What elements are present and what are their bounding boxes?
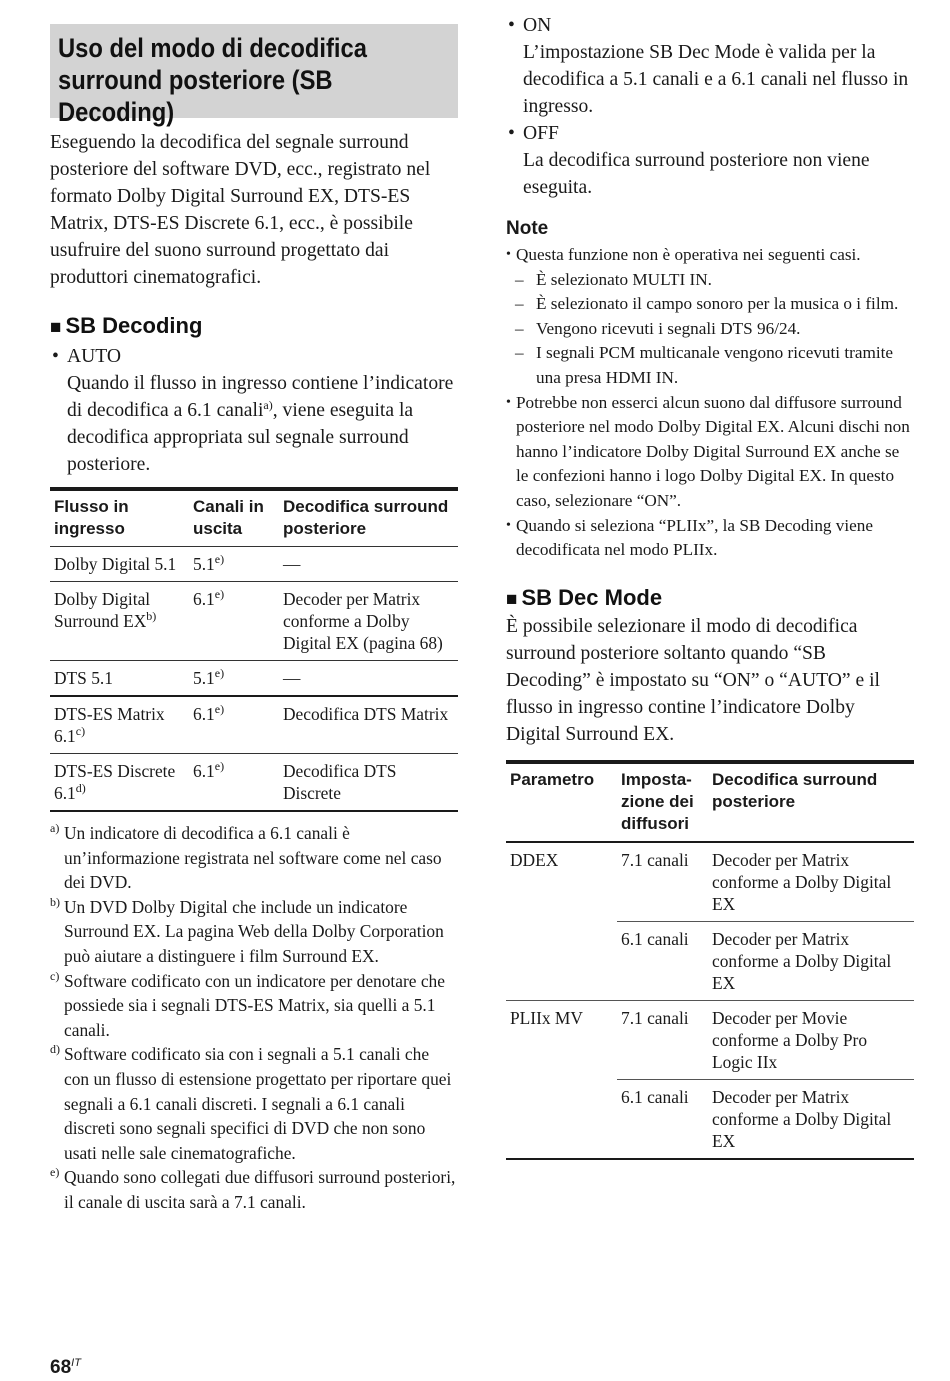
auto-text-a: Quando il flusso in ingresso contiene l’indicatore di decodifica a 6.1 canali <box>67 373 454 421</box>
right-column <box>506 12 914 1160</box>
sb-dec-mode-table <box>506 760 914 1160</box>
footnote-mark: d) <box>50 1042 60 1057</box>
page-number-suffix: IT <box>71 1357 81 1369</box>
note-title: Note <box>506 218 549 239</box>
square-bullet-icon: ■ <box>50 317 62 338</box>
table-cell: 7.1 canali <box>621 849 689 870</box>
footnote-text: Software codificato sia con i segnali a 5.1 canali che con un flusso di estensione progettato per riportare quei segnali a 6.1 canali discreti. I segnali a 6.1 canali discreti sono segnali specifici di DVD che non sono usati nelle sale cinematografiche. <box>64 1044 452 1163</box>
sb-dec-mode-heading <box>506 585 914 613</box>
note-subitem <box>506 317 914 342</box>
table-cell <box>50 696 189 754</box>
table-cell <box>50 582 189 661</box>
table-row <box>506 921 914 1000</box>
note-subitem <box>506 268 914 293</box>
note-subitem-text: I segnali PCM multicanale vengono ricevuti tramite una presa HDMI IN. <box>536 343 894 387</box>
intro-paragraph: Eseguendo la decodifica del segnale surround posteriore del software DVD, ecc., registrato nel formato Dolby Digital Surround EX, DTS-ES Matrix, DTS-ES Discrete 6.1, ecc., è possibile usufruire del suono surround progettato dai produttori cinematografici. <box>50 132 431 288</box>
page-number-text: 68 <box>50 1357 72 1378</box>
page-number <box>50 1352 81 1379</box>
footnote-text: Un indicatore di decodifica a 6.1 canali è un’informazione registrata nel software come nel caso dei DVD. <box>64 823 442 893</box>
table-row <box>50 582 458 661</box>
footnotes <box>50 821 458 1215</box>
table-cell: 6.1 canali <box>617 921 708 1000</box>
auto-option <box>50 343 458 370</box>
table-cell: 7.1 canali <box>617 1000 708 1079</box>
table-cell: Decodifica DTS Discrete <box>279 754 458 812</box>
footnote <box>50 969 458 1043</box>
footnote-ref: e) <box>214 666 225 680</box>
table-row <box>506 1000 914 1079</box>
dash-icon: – <box>515 294 524 314</box>
table-row <box>50 754 458 812</box>
note-item <box>506 391 914 514</box>
table-header-cell: Flusso in ingresso <box>50 489 189 547</box>
table-cell: Decoder per Matrix conforme a Dolby Digital EX (pagina 68) <box>279 582 458 661</box>
table-header-cell: Decodifica surround posteriore <box>279 489 458 547</box>
table-cell: DDEX <box>510 849 559 870</box>
table-cell <box>189 754 279 812</box>
table-cell: Decoder per Matrix conforme a Dolby Digital EX <box>708 921 914 1000</box>
sb-dec-mode-paragraph: È possibile selezionare il modo di decodifica surround posteriore soltanto quando “SB Decoding” è impostato su “ON” o “AUTO” e il flusso in ingresso contine l’indicatore Dolby Digital Surround EX. <box>506 615 880 745</box>
footnote-ref: b) <box>146 609 157 623</box>
cell-text: DTS-ES Discrete 6.1 <box>54 761 176 803</box>
footnote-text: Software codificato con un indicatore per denotare che possiede sia i segnali DTS-ES Matrix, sia quelli a 5.1 canali. <box>64 970 445 1040</box>
table-cell: Decoder per Movie conforme a Dolby Pro Logic IIx <box>708 1000 914 1079</box>
footnote-ref: e) <box>214 759 225 773</box>
table-row <box>506 842 914 922</box>
table-cell: — <box>279 547 458 582</box>
table-cell <box>189 547 279 582</box>
footnote-ref: e) <box>214 702 225 716</box>
table-row <box>50 547 458 582</box>
off-label: OFF <box>523 123 559 144</box>
table-cell <box>189 696 279 754</box>
table-cell <box>506 921 617 1000</box>
table-cell <box>50 754 189 812</box>
bullet-icon: • <box>506 517 511 533</box>
sb-decoding-heading-text: SB Decoding <box>65 313 203 338</box>
table-cell: 6.1 canali <box>617 1079 708 1159</box>
on-label: ON <box>523 15 552 36</box>
bullet-icon: • <box>52 346 59 367</box>
table-cell: Decoder per Matrix conforme a Dolby Digital EX <box>712 849 892 914</box>
note-subitem-text: Vengono ricevuti i segnali DTS 96/24. <box>536 318 801 338</box>
cell-text: 5.1 <box>193 668 215 688</box>
table-row <box>50 661 458 697</box>
table-header-row <box>506 762 914 842</box>
bullet-icon: • <box>508 123 515 144</box>
sb-dec-mode-heading-text: SB Dec Mode <box>521 584 663 610</box>
cell-text: DTS 5.1 <box>54 668 113 688</box>
note-text: Potrebbe non esserci alcun suono dal diffusore surround posteriore nel modo Dolby Digital EX. Alcuni dischi non hanno l’indicatore Dolby Digital Surround EX anche se le confezioni hanno i logo Dolby Digital EX. In questo caso, selezionare “ON”. <box>516 392 910 510</box>
footnote-mark: c) <box>50 968 60 983</box>
bullet-icon: • <box>506 247 511 262</box>
table-row <box>506 1079 914 1159</box>
sb-decoding-heading <box>50 313 458 341</box>
table-header-cell: Canali in uscita <box>189 489 279 547</box>
dash-icon: – <box>515 269 524 289</box>
table-header-cell: Decodifica surround posteriore <box>708 762 914 842</box>
footnote-mark: b) <box>50 894 60 909</box>
auto-text-b: , viene eseguita la decodifica appropriata sul segnale surround posteriore. <box>67 400 414 475</box>
footnote-ref: e) <box>214 552 225 566</box>
section-title: Uso del modo di decodifica surround posteriore (SB Decoding) <box>58 33 367 127</box>
table-row <box>50 696 458 754</box>
table-cell: Decoder per Matrix conforme a Dolby Digital EX <box>708 1079 914 1159</box>
sb-decoding-table <box>50 487 458 812</box>
cell-text: 5.1 <box>193 554 215 574</box>
square-bullet-icon: ■ <box>506 588 518 610</box>
table-cell <box>506 1079 617 1159</box>
cell-text: 6.1 <box>193 704 215 724</box>
auto-description <box>50 370 458 478</box>
table-cell: Decodifica DTS Matrix <box>279 696 458 754</box>
table-cell <box>50 661 189 697</box>
on-description: L’impostazione SB Dec Mode è valida per la decodifica a 5.1 canali e a 6.1 canali nel flusso in ingresso. <box>523 42 909 117</box>
cell-text: DTS-ES Matrix 6.1 <box>54 704 165 746</box>
note-subitem <box>506 292 914 317</box>
on-option <box>506 12 914 39</box>
footnote <box>50 895 458 969</box>
dash-icon: – <box>515 318 524 338</box>
footnote <box>50 821 458 895</box>
footnote-ref: d) <box>75 781 86 795</box>
left-column <box>50 24 458 1215</box>
footnote-text: Quando sono collegati due diffusori surround posteriori, il canale di uscita sarà a 7.1 canali. <box>64 1167 456 1212</box>
table-cell <box>189 661 279 697</box>
footnote-mark: e) <box>50 1165 60 1180</box>
bullet-icon: • <box>508 15 515 36</box>
note-subitem <box>506 341 914 390</box>
table-cell: PLIIx MV <box>506 1000 617 1079</box>
bullet-icon: • <box>506 394 511 410</box>
cell-text: Dolby Digital Surround EX <box>54 589 151 631</box>
footnote <box>50 1165 458 1214</box>
table-header-cell: Imposta-zione dei diffusori <box>617 762 708 842</box>
dash-icon: – <box>515 343 524 363</box>
cell-text: 6.1 <box>193 761 215 781</box>
auto-label: AUTO <box>67 346 122 367</box>
section-title-box <box>50 24 458 127</box>
table-header-cell: Parametro <box>506 762 617 842</box>
note-subitem-text: È selezionato il campo sonoro per la musica o i film. <box>536 294 899 314</box>
footnote-ref: c) <box>75 724 86 738</box>
table-cell <box>189 582 279 661</box>
off-description: La decodifica surround posteriore non viene eseguita. <box>523 150 870 198</box>
footnote-ref: a) <box>263 398 273 412</box>
table-header-row <box>50 489 458 547</box>
table-cell <box>50 547 189 582</box>
footnote <box>50 1042 458 1165</box>
note-subitem-text: È selezionato MULTI IN. <box>536 269 712 289</box>
note-text: Quando si seleziona “PLIIx”, la SB Decoding viene decodificata nel modo PLIIx. <box>516 515 874 560</box>
footnote-mark: a) <box>50 821 60 835</box>
note-text: Questa funzione non è operativa nei seguenti casi. <box>516 245 861 264</box>
cell-text: Dolby Digital 5.1 <box>54 554 177 574</box>
note-item <box>506 243 914 268</box>
table-cell: — <box>279 661 458 697</box>
cell-text: 6.1 <box>193 589 215 609</box>
note-item <box>506 514 914 563</box>
off-option <box>506 120 914 147</box>
footnote-text: Un DVD Dolby Digital che include un indicatore Surround EX. La pagina Web della Dolby Corporation può aiutare a distinguere i film Surround EX. <box>64 896 444 966</box>
footnote-ref: e) <box>214 587 225 601</box>
